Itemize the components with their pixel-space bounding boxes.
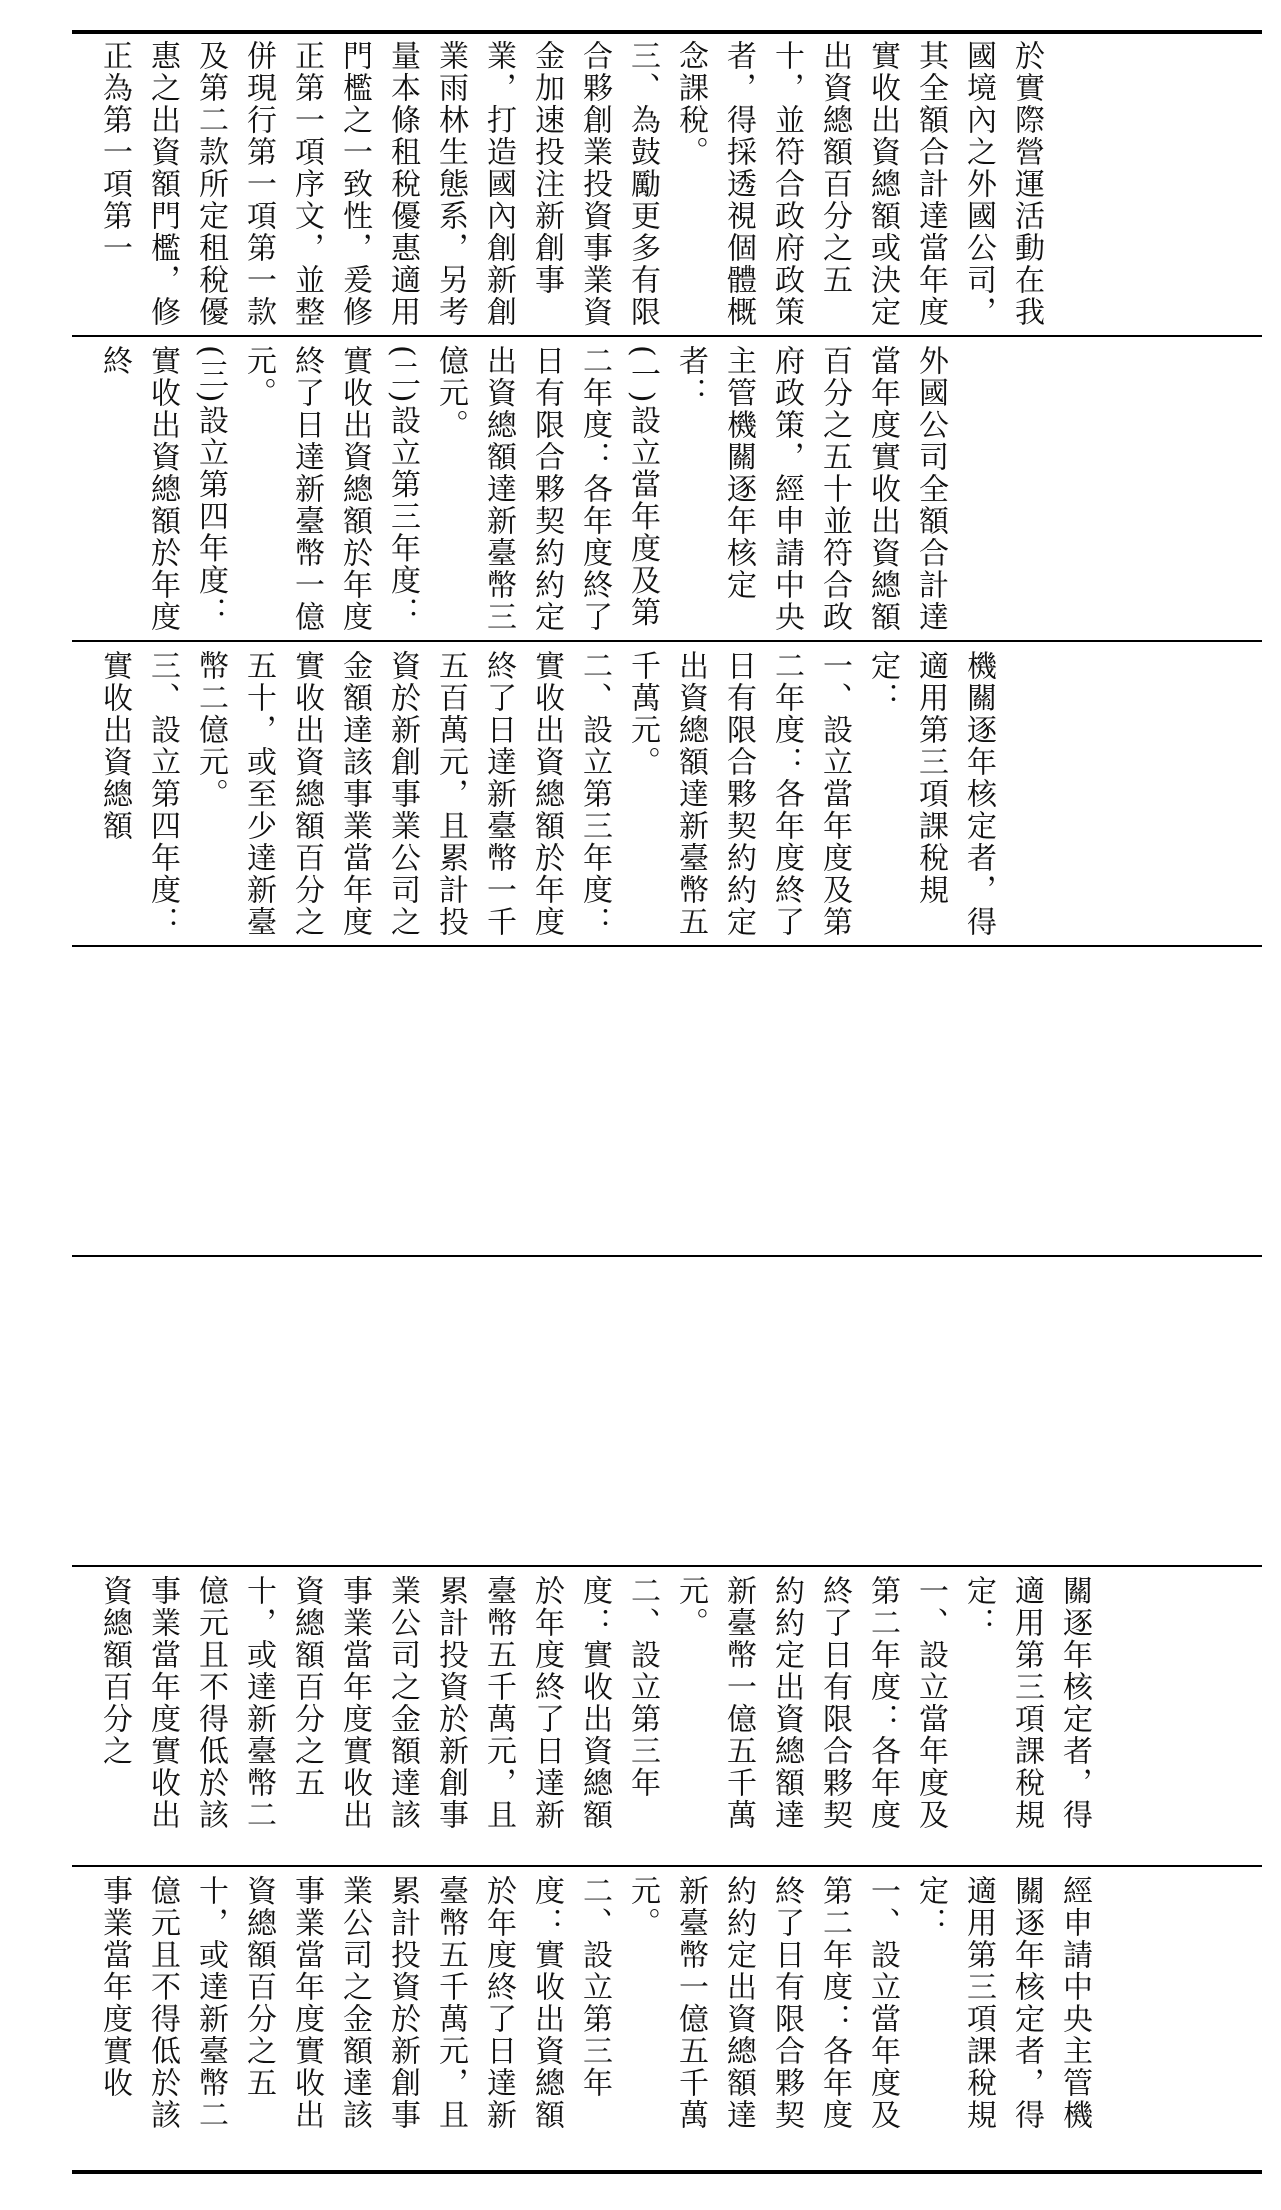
bottom-rule	[72, 2170, 1262, 2174]
text-row-4	[90, 1575, 1250, 1860]
text-row-3	[90, 650, 1250, 940]
row-divider-4	[72, 1255, 1262, 1257]
text-row-5	[90, 1875, 1250, 2160]
row-divider-2	[72, 640, 1262, 642]
column-text-1: 於實際營運活動在我國境內之外國公司，其全額合計達當年度實收出資總額或決定出資總額百分之五十，並符合政府政策者，得採透視個體概念課稅。 三、為鼓勵更多有限合夥創業投資事業資金加速投注新創事業，打造國內創新創業雨林生態系，另考量本條租稅優惠適用門檻之一致性，爰修正第一項序文，並整併現行第一項第一款及第二款所定租稅優惠之出資額門檻，修正為第一項第一	[97, 40, 1044, 328]
column-text-2: 外國公司全額合計達當年度實收出資總額百分之五十並符合政府政策，經申請中央主管機關逐年核定者： (一)設立當年度及第二年度：各年度終了日有限合夥契約約定出資總額達新臺幣三億元。 (二)設立第三年度：實收出資總額於年度終了日達新臺幣一億元。 (三)設立第四年度：實收出資總額於年度終	[97, 345, 948, 633]
column-text-4: 關逐年核定者，得適用第三項課稅規定： 一、設立當年度及第二年度：各年度終了日有限合夥契約約定出資總額達新臺幣一億五千萬元。 二、設立第三年度：實收出資總額於年度終了日達新臺幣五千萬元，且累計投資於新創事業公司之金額達該事業當年度實收出資總額百分之五十，或達新臺幣二億元且不得低於該事業當年度實收出資總額百分之	[97, 1575, 1092, 1831]
column-text-5: 經申請中央主管機關逐年核定者，得適用第三項課稅規定： 一、設立當年度及第二年度：各年度終了日有限合夥契約約定出資總額達新臺幣一億五千萬元。 二、設立第三年度：實收出資總額於年度終了日達新臺幣五千萬元，且累計投資於新創事業公司之金額達該事業當年度實收出資總額百分之五十，或達新臺幣二億元且不得低於該事業當年度實收	[97, 1875, 1092, 2131]
row-divider-3	[72, 945, 1262, 947]
text-row-1	[90, 40, 1250, 330]
row-divider-1	[72, 335, 1262, 337]
top-rule	[72, 30, 1262, 34]
row-divider-5	[72, 1565, 1262, 1567]
text-row-2	[90, 345, 1250, 635]
column-text-3: 機關逐年核定者，得適用第三項課稅規定： 一、設立當年度及第二年度：各年度終了日有限合夥契約約定出資總額達新臺幣五千萬元。 二、設立第三年度：實收出資總額於年度終了日達新臺幣一千五百萬元，且累計投資於新創事業公司之金額達該事業當年度實收出資總額百分之五十，或至少達新臺幣二億元。 三、設立第四年度：實收出資總額	[97, 650, 996, 938]
row-divider-6	[72, 1865, 1262, 1867]
